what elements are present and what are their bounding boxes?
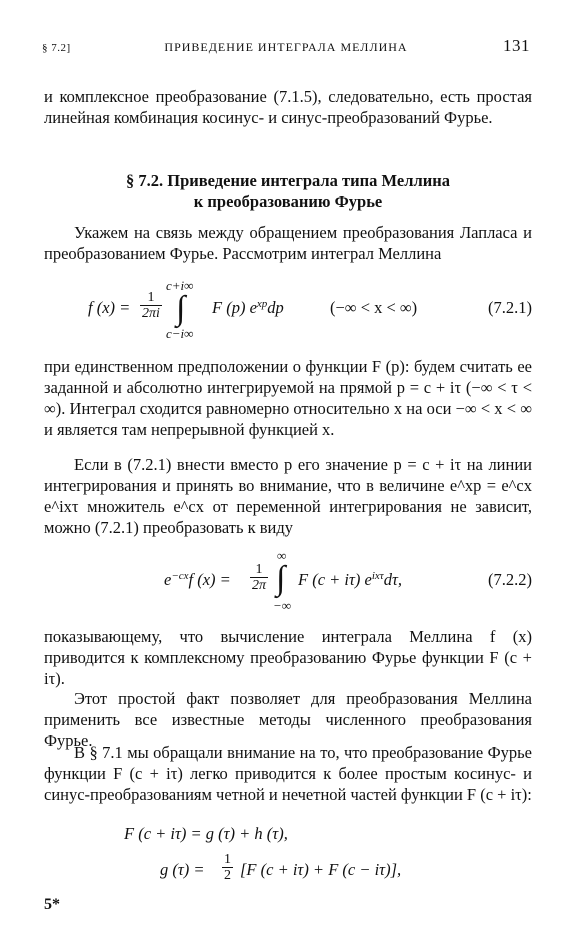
page-number: 131 (503, 36, 530, 55)
running-head-title: ПРИВЕДЕНИЕ ИНТЕГРАЛА МЕЛЛИНА (164, 40, 408, 54)
integral-sign-1: ∫ (176, 290, 186, 327)
formula-1-fraction: $\frac{1}{2\pi i}$ (142, 290, 160, 321)
formula-2-upper-limit: ∞ (277, 548, 287, 563)
formula-7-2-1 (44, 278, 532, 342)
formula-1-lhs: f (x) = (88, 298, 131, 317)
formula-1-integrand: F (p) $e^{xp}dp$ (212, 298, 284, 317)
paragraph-4: Если в (7.2.1) внести вместо p его значение p = c + iτ на линии интегрирования и принять во внимание, что в величине e^xp = e^cx e^ixτ множитель e^cx от переменной интегрирования не зависит, можно (7.2.1) преобразовать к виду (44, 455, 532, 537)
equation-number-7-2-1: (7.2.1) (488, 298, 532, 317)
formula-2-fraction: $\frac{1}{2\pi}$ (252, 562, 267, 593)
equation-number-7-2-2: (7.2.2) (488, 570, 532, 589)
formula-7-2-2 (44, 548, 532, 612)
paragraph-5: показывающему, что вычисление интеграла Меллина f (x) приводится к комплексному преобразованию Фурье функции F (c + iτ). (44, 627, 532, 688)
paragraph-1: и комплексное преобразование (7.1.5), следовательно, есть простая линейная комбинация косинус- и синус-преобразований Фурье. (44, 87, 532, 127)
section-heading-line-2: к преобразованию Фурье (193, 192, 383, 211)
running-head-section: § 7.2] (42, 42, 71, 54)
section-heading-line-1: § 7.2. Приведение интеграла типа Меллина (125, 171, 450, 190)
formula-2-lower-limit: −∞ (273, 598, 292, 613)
running-head (42, 36, 530, 58)
formula-2-integrand: F (c + iτ) $e^{ix\tau}d\tau$, (298, 570, 403, 589)
formula-1-upper-limit: c+i∞ (166, 278, 194, 293)
formula-4-lhs: g (τ) = (160, 860, 205, 879)
formula-4-rhs: [F (c + iτ) + F (c − iτ)], (240, 860, 402, 879)
formula-4 (44, 846, 532, 896)
formula-2-lhs: $e^{-cx}f$ (x) = (164, 570, 231, 589)
paragraph-3: при единственном предположении о функции F (p): будем считать ее заданной и абсолютно интегрируемой на прямой p = c + iτ (−∞ < τ < ∞). Интеграл сходится равномерно относительно x на оси −∞ < x < ∞ и является там непрерывной функцией x. (44, 357, 532, 439)
signature-mark: 5* (44, 896, 60, 913)
formula-1-range: (−∞ < x < ∞) (330, 298, 418, 317)
paragraph-6: Этот простой факт позволяет для преобразования Меллина применить все известные методы численного преобразования Фурье. (44, 689, 532, 750)
formula-1-lower-limit: c−i∞ (166, 326, 194, 341)
formula-3: F (c + iτ) = g (τ) + h (τ), (124, 824, 288, 843)
paragraph-7: В § 7.1 мы обращали внимание на то, что преобразование Фурье функции F (c + iτ) легко приводится к более простым косинус- и синус-преобразованиям четной и нечетной частей функции F (c + iτ): (44, 743, 532, 804)
formula-4-fraction: $\frac{1}{2}$ (224, 852, 231, 883)
paragraph-2: Укажем на связь между обращением преобразования Лапласа и преобразованием Фурье. Рассмотрим интеграл Меллина (44, 223, 532, 263)
integral-sign-2: ∫ (276, 560, 286, 597)
